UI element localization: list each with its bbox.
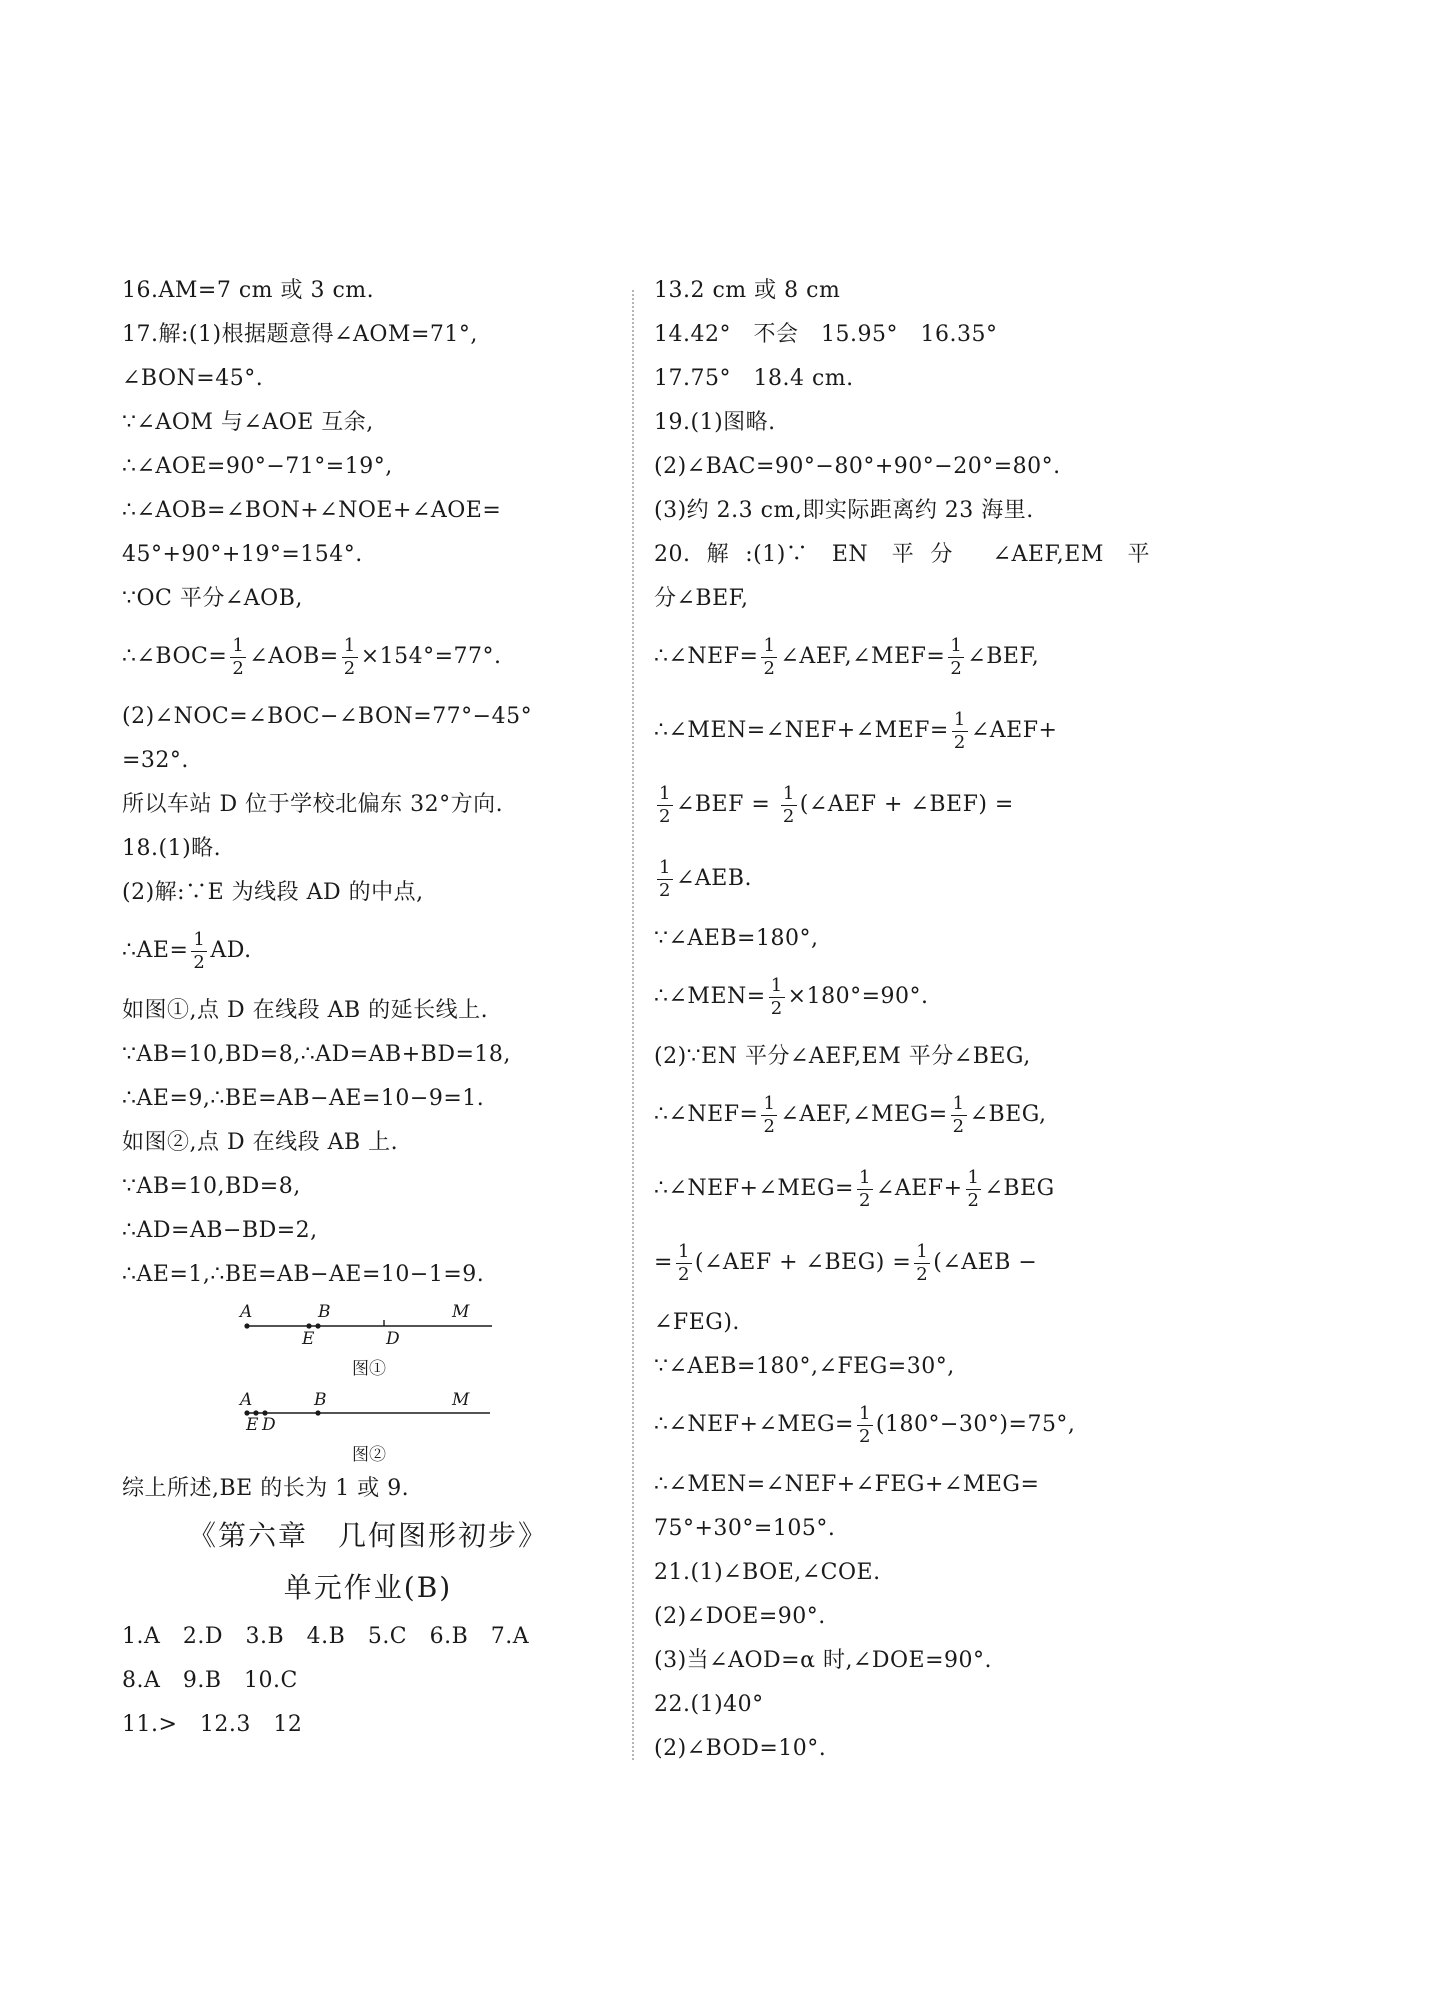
answer-17-line: 17.解:(1)根据题意得∠AOM=71°, [122, 322, 478, 347]
text-line: (2)∠NOC=∠BOC−∠BON=77°−45° [122, 704, 533, 729]
label-e-2: E [246, 1415, 259, 1435]
answer-16: 16.AM=7 cm 或 3 cm. [122, 278, 375, 303]
denominator: 2 [763, 657, 776, 679]
numerator: 1 [858, 1166, 871, 1188]
text-line: ∴AE=1,∴BE=AB−AE=10−1=9. [122, 1262, 485, 1287]
label-b-2: B [314, 1390, 327, 1410]
text-segment: ∴∠MEN=∠NEF+∠MEF= [654, 718, 949, 743]
fraction-line [654, 1234, 1150, 1292]
fraction-half [657, 857, 673, 902]
text-line: (2)∵EN 平分∠AEF,EM 平分∠BEG, [654, 1044, 1031, 1069]
fraction-half [914, 1241, 930, 1286]
text-line: ∴∠MEN=∠NEF+∠FEG+∠MEG= [654, 1472, 1040, 1497]
numerator: 1 [858, 1402, 871, 1424]
text-line: 14.42° 不会 15.95° 16.35° [654, 322, 998, 347]
column-divider [632, 290, 634, 1760]
fraction-line [654, 1086, 1150, 1144]
label-a-2: A [240, 1390, 253, 1410]
denominator: 2 [916, 1263, 929, 1285]
denominator: 2 [232, 657, 245, 679]
fraction-half [769, 975, 785, 1020]
label-d-2: D [262, 1415, 276, 1435]
fraction-half [951, 1093, 967, 1138]
text-line: ∠BON=45°. [122, 366, 264, 391]
text-segment: ∠BEF = [675, 792, 778, 817]
numerator: 1 [916, 1240, 929, 1262]
denominator: 2 [677, 1263, 690, 1285]
text-line: 所以车站 D 位于学校北偏东 32°方向. [122, 792, 504, 817]
text-segment: ∴∠MEN= [654, 984, 766, 1009]
text-segment: (180°−30°)=75°, [875, 1412, 1076, 1437]
label-a-1: A [240, 1302, 253, 1322]
fraction-half [761, 635, 777, 680]
text-line: 19.(1)图略. [654, 410, 776, 435]
text-line: (2)解:∵E 为线段 AD 的中点, [122, 880, 424, 905]
text-segment: AD. [210, 938, 252, 963]
unit-heading: 单元作业(B) [283, 1571, 453, 1604]
figure-caption-1: 图① [352, 1359, 386, 1379]
fraction-half [761, 1093, 777, 1138]
denominator: 2 [858, 1189, 871, 1211]
fraction-half [966, 1167, 982, 1212]
denominator: 2 [763, 1115, 776, 1137]
text-segment: ∠AEF,∠MEG= [780, 1102, 948, 1127]
text-segment: (∠AEF + ∠BEG) = [694, 1250, 912, 1275]
text-line: ∵∠AOM 与∠AOE 互余, [122, 410, 374, 435]
answers-row: 8.A 9.B 10.C [122, 1668, 298, 1693]
fraction-line [654, 850, 1150, 908]
text-segment: ∴∠BOC= [122, 644, 228, 669]
fraction-half [676, 1241, 692, 1286]
label-m-1: M [452, 1302, 470, 1322]
numerator: 1 [763, 634, 776, 656]
text-segment: ×180°=90°. [787, 984, 929, 1009]
text-line: 如图②,点 D 在线段 AB 上. [122, 1130, 399, 1155]
fraction-line [654, 628, 1150, 686]
numerator: 1 [343, 634, 356, 656]
text-segment: ∠AEB. [675, 866, 752, 891]
text-line: ∠FEG). [654, 1310, 740, 1335]
answer-18: 18.(1)略. [122, 836, 222, 861]
denominator: 2 [953, 731, 966, 753]
numerator: 1 [770, 974, 783, 996]
fraction-line [122, 628, 614, 686]
fraction-line [654, 968, 1150, 1026]
denominator: 2 [659, 879, 671, 901]
text-segment: ×154°=77°. [360, 644, 502, 669]
fraction-half [948, 635, 964, 680]
fraction-line [654, 776, 1150, 834]
text-line: (3)当∠AOD=α 时,∠DOE=90°. [654, 1648, 993, 1673]
text-segment: (∠AEF + ∠BEF) = [799, 792, 1014, 817]
text-line: ∴∠AOE=90°−71°=19°, [122, 454, 393, 479]
denominator: 2 [952, 1115, 965, 1137]
text-segment: = [654, 1250, 673, 1275]
text-line: (2)∠BOD=10°. [654, 1736, 827, 1761]
numerator: 1 [677, 1240, 690, 1262]
text-line: ∴∠AOB=∠BON+∠NOE+∠AOE= [122, 498, 502, 523]
denominator: 2 [770, 997, 783, 1019]
text-line: (3)约 2.3 cm,即实际距离约 23 海里. [654, 498, 1034, 523]
fraction-half [342, 635, 358, 680]
fraction-line [654, 1396, 1150, 1454]
denominator: 2 [343, 657, 356, 679]
numerator: 1 [193, 928, 206, 950]
text-line: 75°+30°=105°. [654, 1516, 836, 1541]
text-line: =32°. [122, 748, 189, 773]
text-line: ∵∠AEB=180°, [654, 926, 819, 951]
answer-22: 22.(1)40° [654, 1692, 764, 1717]
text-line: ∵AB=10,BD=8, [122, 1174, 301, 1199]
denominator: 2 [659, 805, 671, 827]
text-line: ∴AE=9,∴BE=AB−AE=10−9=1. [122, 1086, 485, 1111]
text-segment: ∴∠NEF= [654, 1102, 759, 1127]
denominator: 2 [967, 1189, 980, 1211]
left-column [122, 276, 614, 1754]
fraction-half [191, 929, 207, 974]
numerator: 1 [659, 856, 671, 878]
text-line: 17.75° 18.4 cm. [654, 366, 854, 391]
fraction-line [654, 702, 1150, 760]
text-segment: ∠AOB= [249, 644, 339, 669]
point-b-2 [315, 1410, 320, 1415]
figures [122, 1304, 614, 1464]
fraction-half [857, 1167, 873, 1212]
text-segment: ∠AEF+ [875, 1176, 963, 1201]
numerator: 1 [950, 634, 963, 656]
answer-21: 21.(1)∠BOE,∠COE. [654, 1560, 881, 1585]
text-line: ∵AB=10,BD=8,∴AD=AB+BD=18, [122, 1042, 511, 1067]
denominator: 2 [858, 1425, 871, 1447]
numerator: 1 [232, 634, 245, 656]
fraction-line [122, 922, 614, 980]
numerator: 1 [782, 782, 795, 804]
text-line: 20.解:(1)∵ EN 平分 ∠AEF,EM 平 [654, 542, 1150, 567]
label-b-1: B [318, 1302, 331, 1322]
label-m-2: M [452, 1390, 470, 1410]
numerator: 1 [659, 782, 671, 804]
figure-caption-2: 图② [352, 1445, 386, 1465]
numerator: 1 [763, 1092, 776, 1114]
label-e-1: E [302, 1329, 315, 1349]
text-segment: ∴∠NEF+∠MEG= [654, 1412, 854, 1437]
answers-row: 11.> 12.3 12 [122, 1712, 303, 1737]
numerator: 1 [953, 708, 966, 730]
text-line: 如图①,点 D 在线段 AB 的延长线上. [122, 998, 489, 1023]
text-line: 13.2 cm 或 8 cm [654, 278, 841, 303]
text-segment: ∠BEG [984, 1176, 1055, 1201]
denominator: 2 [193, 951, 206, 973]
text-segment: ∠BEF, [967, 644, 1040, 669]
chapter-heading: 《第六章 几何图形初步》 [187, 1519, 548, 1552]
text-line: (2)∠BAC=90°−80°+90°−20°=80°. [654, 454, 1061, 479]
point-b-1 [315, 1323, 320, 1328]
text-line: ∵OC 平分∠AOB, [122, 586, 303, 611]
numerator: 1 [967, 1166, 980, 1188]
denominator: 2 [950, 657, 963, 679]
text-line: (2)∠DOE=90°. [654, 1604, 826, 1629]
text-segment: (∠AEB − [933, 1250, 1038, 1275]
text-line: 综上所述,BE 的长为 1 或 9. [122, 1476, 410, 1501]
text-line: 45°+90°+19°=154°. [122, 542, 363, 567]
text-line: 分∠BEF, [654, 586, 749, 611]
text-segment: ∴∠NEF+∠MEG= [654, 1176, 854, 1201]
denominator: 2 [782, 805, 795, 827]
point-e-1 [306, 1323, 311, 1328]
point-a-1 [244, 1323, 249, 1328]
fraction-half [657, 783, 673, 828]
text-segment: ∠AEF+ [970, 718, 1058, 743]
fraction-half [230, 635, 246, 680]
text-line: ∵∠AEB=180°,∠FEG=30°, [654, 1354, 955, 1379]
text-segment: ∴∠NEF= [654, 644, 759, 669]
fraction-half [952, 709, 968, 754]
right-column [654, 276, 1150, 1778]
text-segment: ∴AE= [122, 938, 189, 963]
fraction-half [857, 1403, 873, 1448]
numerator: 1 [952, 1092, 965, 1114]
label-d-1: D [386, 1329, 400, 1349]
text-segment: ∠AEF,∠MEF= [780, 644, 946, 669]
fraction-line [654, 1160, 1150, 1218]
fraction-half [781, 783, 797, 828]
text-segment: ∠BEG, [969, 1102, 1047, 1127]
answers-row: 1.A 2.D 3.B 4.B 5.C 6.B 7.A [122, 1624, 530, 1649]
text-line: ∴AD=AB−BD=2, [122, 1218, 318, 1243]
